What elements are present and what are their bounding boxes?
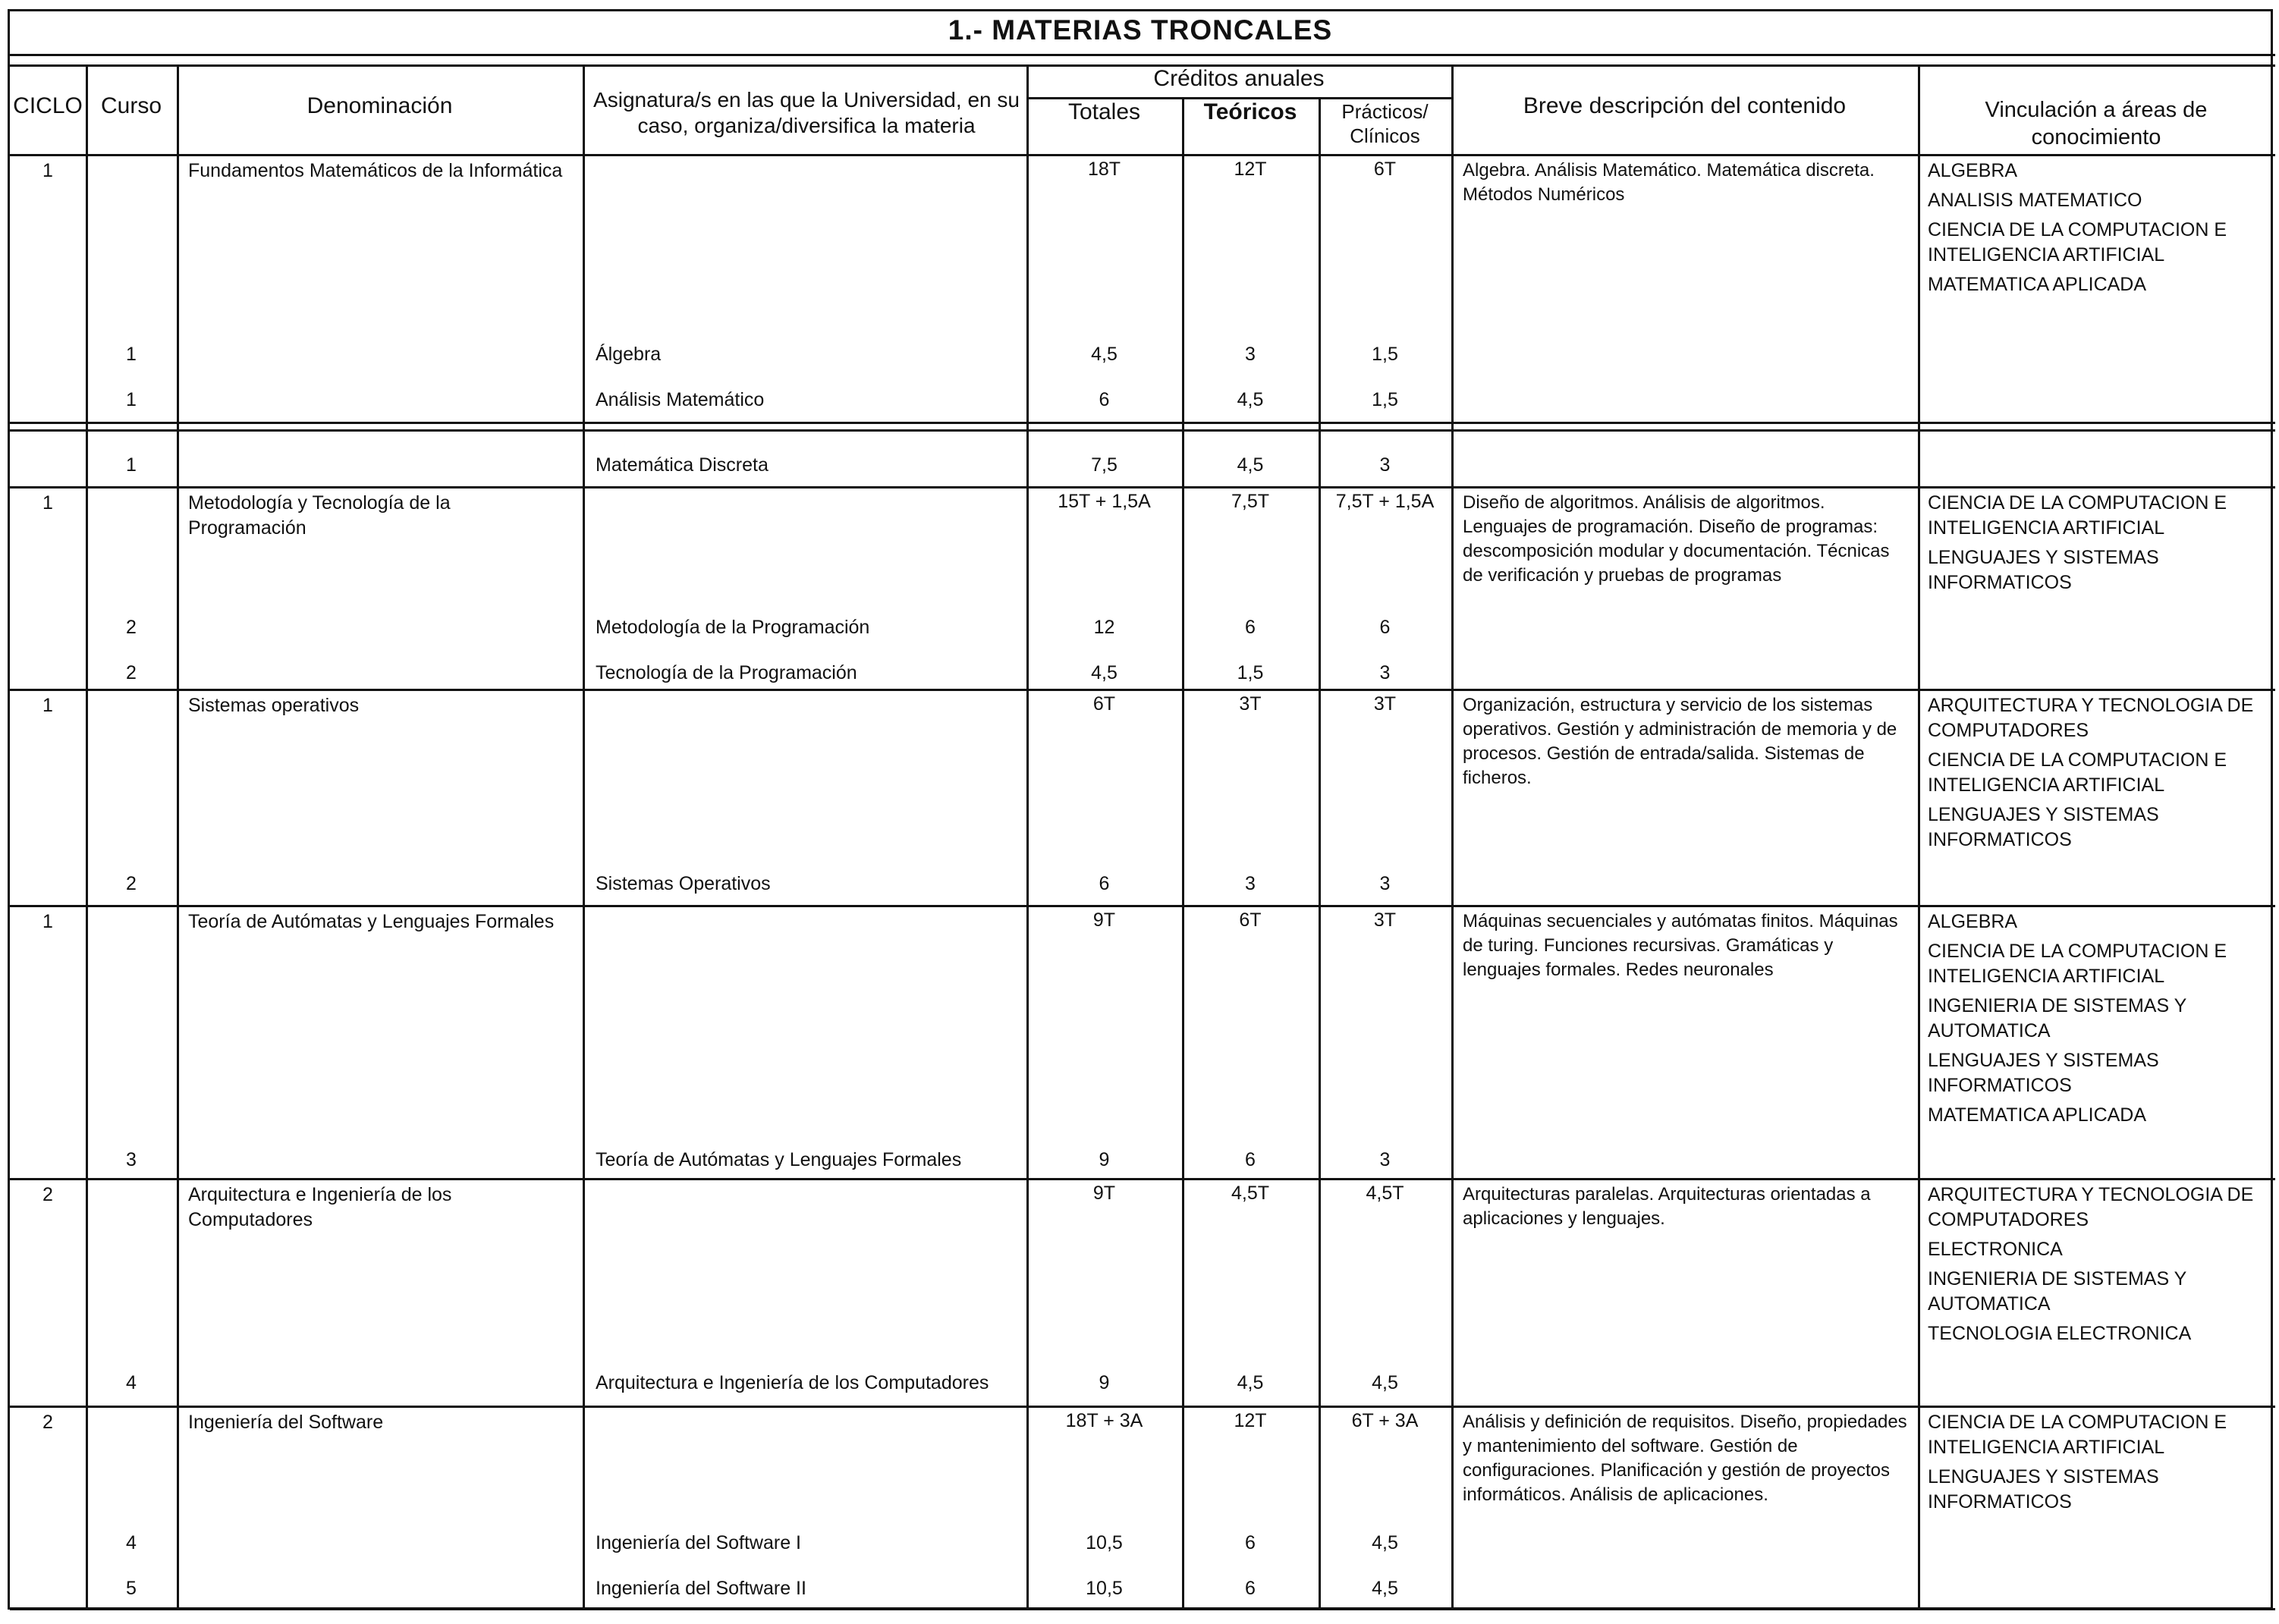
practicos-value: 3T xyxy=(1373,693,1397,715)
asignatura-value: Ingeniería del Software I xyxy=(596,1532,801,1553)
asignatura-totales: 10,5 xyxy=(1086,1532,1123,1553)
asignatura-value: Matemática Discreta xyxy=(596,454,769,476)
asignatura-value: Álgebra xyxy=(596,344,662,365)
header-teoricos: Teóricos xyxy=(1203,99,1297,124)
denominacion-value: Fundamentos Matemáticos de la Informática xyxy=(188,160,563,181)
asignatura-practicos: 4,5 xyxy=(1372,1578,1398,1599)
practicos-value: 6T xyxy=(1373,159,1397,180)
row-rule xyxy=(10,422,2275,424)
area-conocimiento: ARQUITECTURA Y TECNOLOGIA DE COMPUTADORES xyxy=(1928,1184,2254,1230)
totales-value: 18T + 3A xyxy=(1065,1410,1143,1431)
ciclo-value: 1 xyxy=(42,160,53,181)
column-rule xyxy=(583,64,585,1610)
row-rule xyxy=(10,154,2275,156)
materias-troncales-table xyxy=(8,9,2273,1610)
area-conocimiento: CIENCIA DE LA COMPUTACION E INTELIGENCIA ARTIFICIAL xyxy=(1928,1412,2227,1458)
ciclo-value: 1 xyxy=(42,911,53,932)
area-conocimiento: ELECTRONICA xyxy=(1928,1239,2063,1260)
asignatura-value: Arquitectura e Ingeniería de los Computadores xyxy=(596,1372,989,1393)
header-descripcion: Breve descripción del contenido xyxy=(1523,93,1847,118)
practicos-value: 3T xyxy=(1373,909,1397,931)
ciclo-value: 1 xyxy=(42,695,53,716)
header-practicos: Prácticos/ Clínicos xyxy=(1341,100,1429,147)
asignatura-value: Análisis Matemático xyxy=(596,389,765,410)
teoricos-value: 6T xyxy=(1239,909,1262,931)
descripcion-value: Organización, estructura y servicio de los sistemas operativos. Gestión y administración de memoria y de procesos. Gestión de entrada/salida. Sistemas de ficheros. xyxy=(1463,695,1897,788)
asignatura-totales: 4,5 xyxy=(1091,344,1117,365)
asignatura-value: Tecnología de la Programación xyxy=(596,662,857,683)
asignatura-practicos: 3 xyxy=(1379,1149,1391,1170)
curso-value: 2 xyxy=(126,873,137,894)
denominacion-value: Sistemas operativos xyxy=(188,695,360,716)
teoricos-value: 7,5T xyxy=(1231,491,1270,512)
header-denominacion: Denominación xyxy=(306,93,453,118)
row-rule xyxy=(10,1406,2275,1408)
asignatura-teoricos: 6 xyxy=(1245,617,1256,638)
ciclo-value: 2 xyxy=(42,1184,53,1205)
asignatura-teoricos: 3 xyxy=(1245,344,1256,365)
row-rule xyxy=(10,1608,2275,1610)
curso-value: 1 xyxy=(126,454,137,476)
practicos-value: 4,5T xyxy=(1366,1183,1404,1204)
area-conocimiento: INGENIERIA DE SISTEMAS Y AUTOMATICA xyxy=(1928,1268,2186,1315)
asignatura-value: Ingeniería del Software II xyxy=(596,1578,806,1599)
area-conocimiento: ALGEBRA xyxy=(1928,160,2018,181)
teoricos-value: 12T xyxy=(1234,1410,1267,1431)
curso-value: 4 xyxy=(126,1532,137,1553)
asignatura-teoricos: 6 xyxy=(1245,1149,1256,1170)
row-rule xyxy=(10,689,2275,691)
area-conocimiento: CIENCIA DE LA COMPUTACION E INTELIGENCIA ARTIFICIAL xyxy=(1928,941,2227,987)
totales-value: 15T + 1,5A xyxy=(1058,491,1151,512)
asignatura-value: Metodología de la Programación xyxy=(596,617,870,638)
header-creditos-anuales: Créditos anuales xyxy=(1153,66,1325,91)
asignatura-practicos: 1,5 xyxy=(1372,344,1398,365)
area-conocimiento: ALGEBRA xyxy=(1928,911,2018,932)
area-conocimiento: MATEMATICA APLICADA xyxy=(1928,1104,2147,1126)
asignatura-teoricos: 6 xyxy=(1245,1578,1256,1599)
curso-value: 1 xyxy=(126,344,137,365)
descripcion-value: Algebra. Análisis Matemático. Matemática discreta. Métodos Numéricos xyxy=(1463,160,1875,205)
asignatura-totales: 4,5 xyxy=(1091,662,1117,683)
totales-value: 18T xyxy=(1087,159,1121,180)
area-conocimiento: TECNOLOGIA ELECTRONICA xyxy=(1928,1323,2192,1344)
area-conocimiento: CIENCIA DE LA COMPUTACION E INTELIGENCIA ARTIFICIAL xyxy=(1928,219,2227,265)
column-rule xyxy=(1451,64,1454,1610)
asignatura-teoricos: 4,5 xyxy=(1237,1372,1264,1393)
header-vinculacion: Vinculación a áreas de conocimiento xyxy=(1985,98,2208,149)
curso-value: 2 xyxy=(126,617,137,638)
totales-value: 9T xyxy=(1092,909,1116,931)
area-conocimiento: LENGUAJES Y SISTEMAS INFORMATICOS xyxy=(1928,547,2159,593)
page-title: 1.- MATERIAS TRONCALES xyxy=(948,14,1333,46)
asignatura-practicos: 6 xyxy=(1379,617,1391,638)
row-rule xyxy=(10,905,2275,907)
curso-value: 4 xyxy=(126,1372,137,1393)
asignatura-totales: 12 xyxy=(1093,617,1115,638)
asignatura-practicos: 3 xyxy=(1379,873,1391,894)
column-rule xyxy=(1918,64,1920,1610)
asignatura-totales: 10,5 xyxy=(1086,1578,1123,1599)
asignatura-totales: 6 xyxy=(1099,389,1110,410)
denominacion-value: Ingeniería del Software xyxy=(188,1412,384,1433)
area-conocimiento: MATEMATICA APLICADA xyxy=(1928,274,2147,295)
practicos-value: 6T + 3A xyxy=(1351,1410,1419,1431)
curso-value: 2 xyxy=(126,662,137,683)
area-conocimiento: LENGUAJES Y SISTEMAS INFORMATICOS xyxy=(1928,1466,2159,1512)
area-conocimiento: LENGUAJES Y SISTEMAS INFORMATICOS xyxy=(1928,1050,2159,1096)
row-rule xyxy=(10,486,2275,488)
header-ciclo: CICLO xyxy=(13,93,83,118)
descripcion-value: Diseño de algoritmos. Análisis de algoritmos. Lenguajes de programación. Diseño de programas: descomposición modular y documentación. Técnicas de verificación y pruebas de programas xyxy=(1463,492,1890,586)
descripcion-value: Análisis y definición de requisitos. Diseño, propiedades y mantenimiento del software. Gestión de configuraciones. Planificación y gestión de proyectos informáticos. Análisis de aplicaciones. xyxy=(1463,1412,1907,1505)
asignatura-totales: 6 xyxy=(1099,873,1110,894)
asignatura-practicos: 3 xyxy=(1379,662,1391,683)
curso-value: 5 xyxy=(126,1578,137,1599)
ciclo-value: 1 xyxy=(42,492,53,514)
area-conocimiento: CIENCIA DE LA COMPUTACION E INTELIGENCIA ARTIFICIAL xyxy=(1928,749,2227,796)
asignatura-teoricos: 4,5 xyxy=(1237,454,1264,476)
area-conocimiento: ARQUITECTURA Y TECNOLOGIA DE COMPUTADORES xyxy=(1928,695,2254,741)
teoricos-value: 12T xyxy=(1234,159,1267,180)
asignatura-teoricos: 3 xyxy=(1245,873,1256,894)
teoricos-value: 3T xyxy=(1239,693,1262,715)
asignatura-practicos: 1,5 xyxy=(1372,389,1398,410)
row-rule xyxy=(10,1178,2275,1180)
descripcion-value: Máquinas secuenciales y autómatas finitos. Máquinas de turing. Funciones recursivas. Gramáticas y lenguajes formales. Redes neuronales xyxy=(1463,911,1898,980)
row-rule xyxy=(10,54,2275,56)
curso-value: 1 xyxy=(126,389,137,410)
totales-value: 6T xyxy=(1092,693,1116,715)
asignatura-totales: 9 xyxy=(1099,1149,1110,1170)
area-conocimiento: ANALISIS MATEMATICO xyxy=(1928,190,2142,211)
teoricos-value: 4,5T xyxy=(1231,1183,1270,1204)
header-curso: Curso xyxy=(100,93,162,118)
asignatura-value: Teoría de Autómatas y Lenguajes Formales xyxy=(596,1149,962,1170)
asignatura-practicos: 3 xyxy=(1379,454,1391,476)
asignatura-teoricos: 4,5 xyxy=(1237,389,1264,410)
column-rule xyxy=(177,64,179,1610)
denominacion-value: Metodología y Tecnología de la Programación xyxy=(188,492,451,539)
practicos-value: 7,5T + 1,5A xyxy=(1335,491,1435,512)
asignatura-practicos: 4,5 xyxy=(1372,1532,1398,1553)
asignatura-teoricos: 6 xyxy=(1245,1532,1256,1553)
denominacion-value: Teoría de Autómatas y Lenguajes Formales xyxy=(188,911,555,932)
area-conocimiento: LENGUAJES Y SISTEMAS INFORMATICOS xyxy=(1928,804,2159,850)
area-conocimiento: CIENCIA DE LA COMPUTACION E INTELIGENCIA ARTIFICIAL xyxy=(1928,492,2227,539)
descripcion-value: Arquitecturas paralelas. Arquitecturas orientadas a aplicaciones y lenguajes. xyxy=(1463,1184,1871,1229)
asignatura-practicos: 4,5 xyxy=(1372,1372,1398,1393)
curso-value: 3 xyxy=(126,1149,137,1170)
asignatura-value: Sistemas Operativos xyxy=(596,873,771,894)
asignatura-teoricos: 1,5 xyxy=(1237,662,1264,683)
header-totales: Totales xyxy=(1067,99,1141,124)
denominacion-value: Arquitectura e Ingeniería de los Computadores xyxy=(188,1184,452,1230)
totales-value: 9T xyxy=(1092,1183,1116,1204)
header-asignatura: Asignatura/s en las que la Universidad, en su caso, organiza/diversifica la materia xyxy=(593,88,1020,137)
asignatura-totales: 9 xyxy=(1099,1372,1110,1393)
ciclo-value: 2 xyxy=(42,1412,53,1433)
asignatura-totales: 7,5 xyxy=(1091,454,1117,476)
row-rule xyxy=(10,429,2275,432)
area-conocimiento: INGENIERIA DE SISTEMAS Y AUTOMATICA xyxy=(1928,995,2186,1041)
